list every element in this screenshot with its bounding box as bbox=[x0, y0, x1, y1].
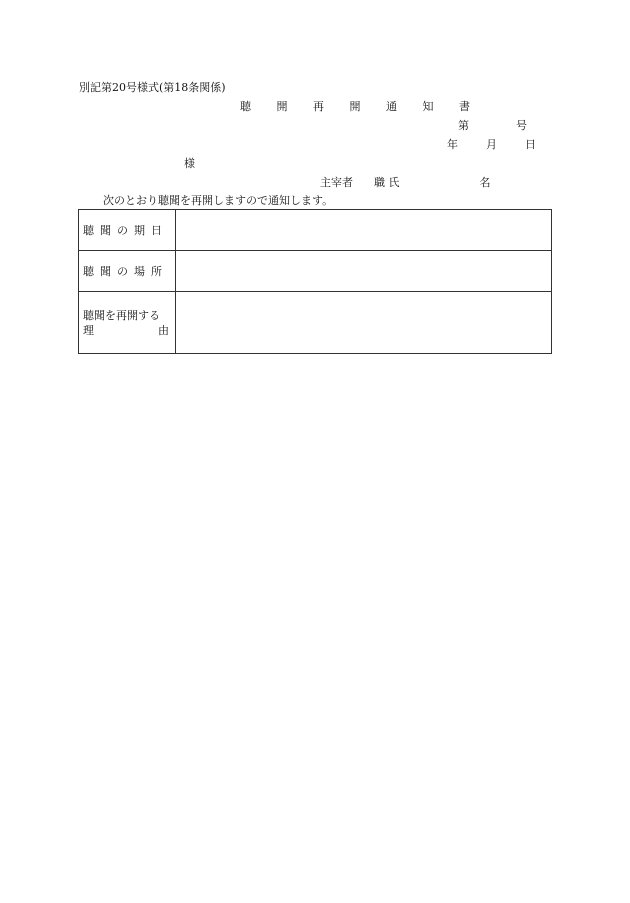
date-line bbox=[447, 138, 536, 152]
table-row-reopen-reason bbox=[79, 292, 552, 354]
table-row-hearing-date bbox=[79, 210, 552, 251]
hearing-date-field[interactable] bbox=[176, 210, 552, 251]
sender-position: 職 氏 bbox=[374, 176, 400, 189]
reopen-reason-label bbox=[79, 292, 176, 354]
table-row-hearing-place bbox=[79, 251, 552, 292]
addressee-suffix: 様 bbox=[184, 157, 195, 170]
number-suffix: 号 bbox=[516, 119, 527, 132]
reopen-reason-field[interactable] bbox=[176, 292, 552, 354]
hearing-date-label: 聴聞の期日 bbox=[79, 210, 176, 251]
date-year: 年 bbox=[447, 138, 458, 151]
date-day: 日 bbox=[525, 138, 536, 151]
date-month: 月 bbox=[486, 138, 497, 151]
document-number-line bbox=[458, 119, 527, 133]
sender-line bbox=[320, 176, 491, 190]
reopen-reason-label-char2: 由 bbox=[158, 323, 169, 337]
hearing-place-label: 聴聞の場所 bbox=[79, 251, 176, 292]
hearing-place-field[interactable] bbox=[176, 251, 552, 292]
reopen-reason-label-line1: 聴聞を再開する bbox=[83, 308, 160, 322]
form-header: 別記第20号様式(第18条関係) bbox=[79, 81, 226, 94]
notice-text: 次のとおり聴聞を再開しますので通知します。 bbox=[103, 194, 334, 207]
hearing-details-table bbox=[78, 209, 552, 354]
sender-name-suffix: 名 bbox=[479, 176, 491, 189]
reopen-reason-label-char1: 理 bbox=[83, 323, 94, 337]
sender-role: 主宰者 bbox=[320, 176, 353, 189]
number-prefix: 第 bbox=[458, 119, 469, 132]
document-title: 聴 開 再 開 通 知 書 bbox=[240, 100, 481, 113]
